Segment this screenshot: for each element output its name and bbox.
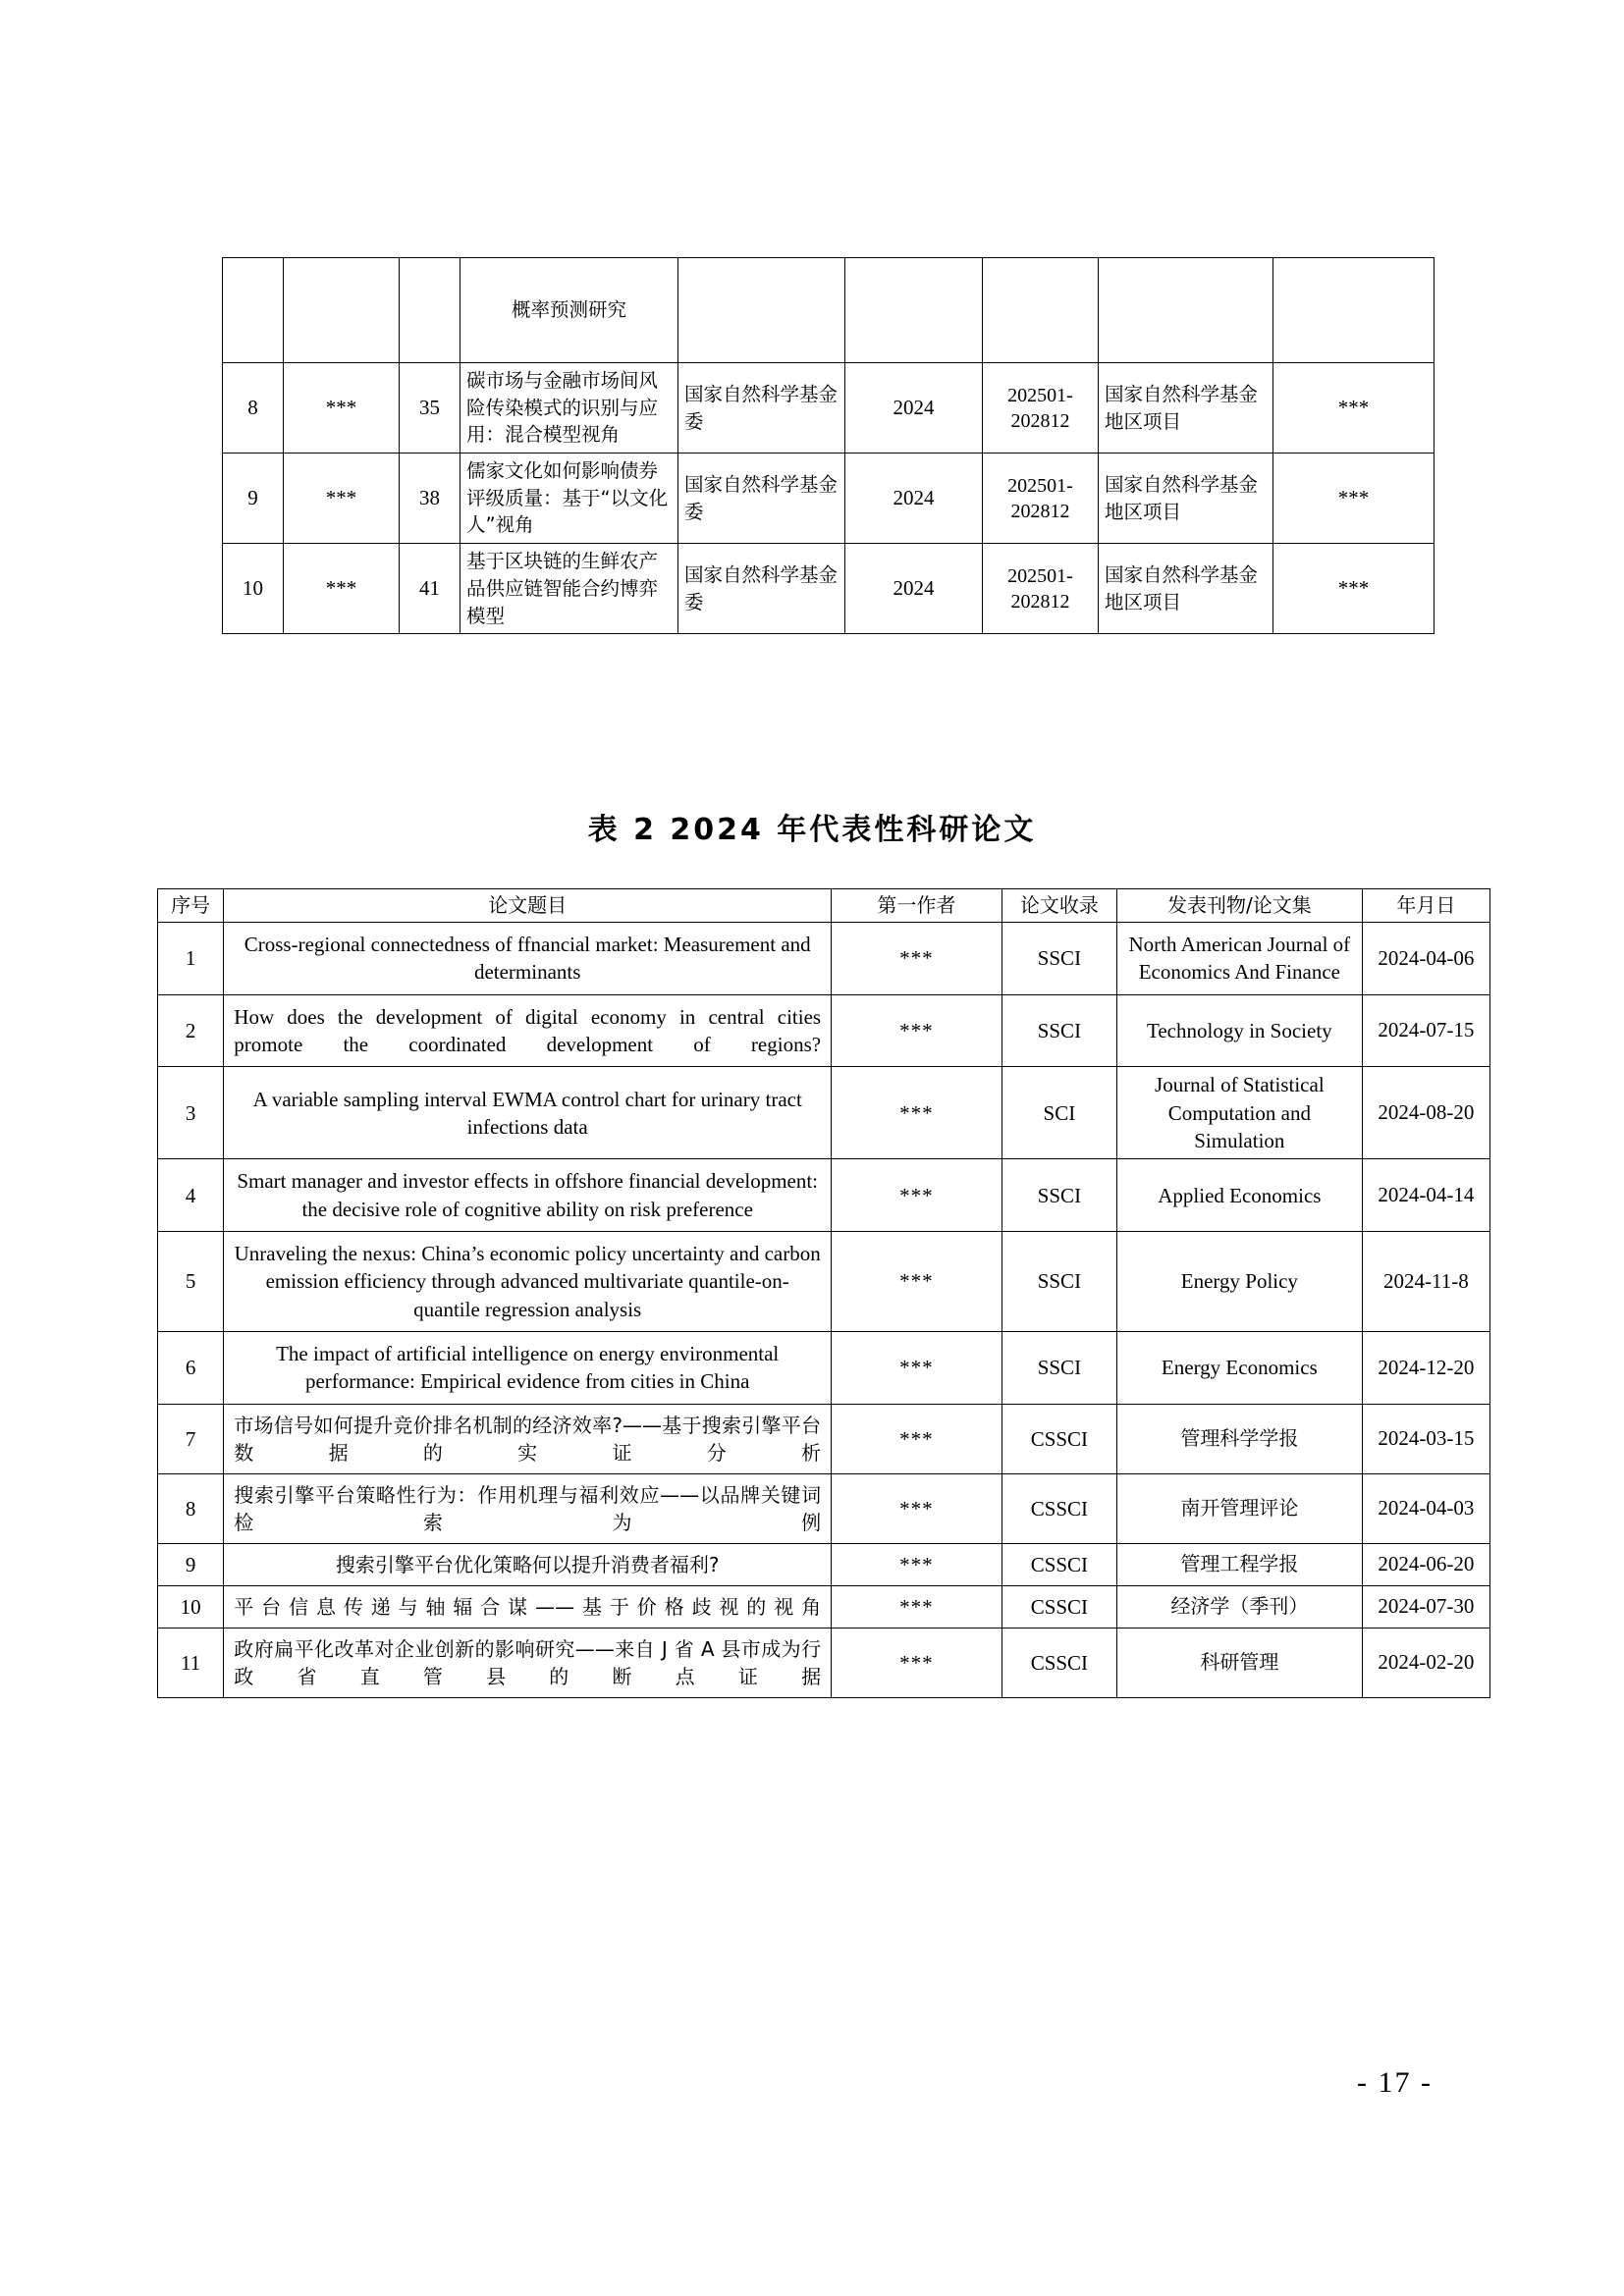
cell-date: 2024-12-20 <box>1362 1332 1489 1405</box>
cell-seq: 2 <box>158 994 224 1067</box>
cell-code <box>983 258 1099 363</box>
cell-title: 碳市场与金融市场间风险传染模式的识别与应用：混合模型视角 <box>460 363 678 454</box>
cell-rank: 38 <box>400 454 460 544</box>
header-index: 论文收录 <box>1001 889 1116 923</box>
table-row <box>158 1585 1490 1628</box>
cell-year <box>845 258 983 363</box>
cell-index: SSCI <box>1001 1159 1116 1232</box>
table-row <box>158 1332 1490 1405</box>
cell-author: *** <box>832 923 1002 995</box>
cell-journal: Energy Economics <box>1117 1332 1363 1405</box>
cell-seq: 8 <box>158 1473 224 1543</box>
cell-rank: 41 <box>400 544 460 634</box>
header-date: 年月日 <box>1362 889 1489 923</box>
cell-index: CSSCI <box>1001 1404 1116 1473</box>
cell-org: 国家自然科学基金委 <box>678 363 845 454</box>
cell-date: 2024-08-20 <box>1362 1067 1489 1159</box>
cell-paper-title: Unraveling the nexus: China’s economic policy uncertainty and carbon emission efficiency through advanced multivariate quantile-on-quantile regression analysis <box>224 1232 832 1332</box>
cell-author: *** <box>832 1232 1002 1332</box>
page-number: - 17 - <box>1357 2066 1433 2099</box>
header-author: 第一作者 <box>832 889 1002 923</box>
header-seq: 序号 <box>158 889 224 923</box>
cell-paper-title: How does the development of digital economy in central cities promote the coordinated development of regions? <box>224 994 832 1067</box>
cell-journal: Applied Economics <box>1117 1159 1363 1232</box>
cell-title: 基于区块链的生鲜农产品供应链智能合约博弈模型 <box>460 544 678 634</box>
cell-seq: 9 <box>158 1543 224 1585</box>
table-row <box>158 1232 1490 1332</box>
table-row <box>158 1473 1490 1543</box>
cell-date: 2024-04-14 <box>1362 1159 1489 1232</box>
cell-index: SSCI <box>1001 1332 1116 1405</box>
cell-amount: *** <box>1273 454 1435 544</box>
table-row <box>223 544 1435 634</box>
cell-author: *** <box>832 994 1002 1067</box>
cell-paper-title: A variable sampling interval EWMA control chart for urinary tract infections data <box>224 1067 832 1159</box>
cell-date: 2024-11-8 <box>1362 1232 1489 1332</box>
cell-author: *** <box>832 1067 1002 1159</box>
cell-title-continued: 概率预测研究 <box>460 258 678 363</box>
cell-amount: *** <box>1273 544 1435 634</box>
cell-seq <box>223 258 284 363</box>
cell-leader: *** <box>284 454 400 544</box>
cell-seq: 8 <box>223 363 284 454</box>
header-title: 论文题目 <box>224 889 832 923</box>
cell-author: *** <box>832 1585 1002 1628</box>
cell-index: CSSCI <box>1001 1628 1116 1697</box>
cell-title: 儒家文化如何影响债券评级质量：基于“以文化人”视角 <box>460 454 678 544</box>
cell-date: 2024-03-15 <box>1362 1404 1489 1473</box>
cell-paper-title: 搜索引擎平台策略性行为：作用机理与福利效应——以品牌关键词检索为例 <box>224 1473 832 1543</box>
cell-journal: 管理工程学报 <box>1117 1543 1363 1585</box>
cell-code: 202501-202812 <box>983 363 1099 454</box>
cell-date: 2024-07-15 <box>1362 994 1489 1067</box>
cell-author: *** <box>832 1404 1002 1473</box>
cell-journal: 南开管理评论 <box>1117 1473 1363 1543</box>
cell-org: 国家自然科学基金委 <box>678 454 845 544</box>
cell-date: 2024-04-03 <box>1362 1473 1489 1543</box>
cell-date: 2024-07-30 <box>1362 1585 1489 1628</box>
cell-seq: 7 <box>158 1404 224 1473</box>
cell-journal: Energy Policy <box>1117 1232 1363 1332</box>
table-row <box>158 994 1490 1067</box>
cell-org: 国家自然科学基金委 <box>678 544 845 634</box>
cell-year: 2024 <box>845 363 983 454</box>
cell-journal: North American Journal of Economics And Finance <box>1117 923 1363 995</box>
cell-date: 2024-06-20 <box>1362 1543 1489 1585</box>
cell-program <box>1099 258 1273 363</box>
cell-seq: 9 <box>223 454 284 544</box>
cell-index: SSCI <box>1001 994 1116 1067</box>
cell-leader <box>284 258 400 363</box>
cell-rank <box>400 258 460 363</box>
cell-program: 国家自然科学基金地区项目 <box>1099 544 1273 634</box>
cell-journal: 管理科学学报 <box>1117 1404 1363 1473</box>
cell-index: SSCI <box>1001 1232 1116 1332</box>
cell-index: CSSCI <box>1001 1473 1116 1543</box>
cell-year: 2024 <box>845 454 983 544</box>
cell-journal: 经济学（季刊） <box>1117 1585 1363 1628</box>
table-row <box>158 1159 1490 1232</box>
cell-paper-title: 平台信息传递与轴辐合谋——基于价格歧视的视角 <box>224 1585 832 1628</box>
cell-program: 国家自然科学基金地区项目 <box>1099 363 1273 454</box>
table-header-row <box>158 889 1490 923</box>
cell-amount: *** <box>1273 363 1435 454</box>
cell-date: 2024-04-06 <box>1362 923 1489 995</box>
cell-leader: *** <box>284 363 400 454</box>
cell-seq: 4 <box>158 1159 224 1232</box>
cell-index: CSSCI <box>1001 1543 1116 1585</box>
cell-journal: 科研管理 <box>1117 1628 1363 1697</box>
cell-org <box>678 258 845 363</box>
cell-date: 2024-02-20 <box>1362 1628 1489 1697</box>
cell-seq: 5 <box>158 1232 224 1332</box>
cell-author: *** <box>832 1159 1002 1232</box>
cell-seq: 3 <box>158 1067 224 1159</box>
cell-author: *** <box>832 1332 1002 1405</box>
table-row <box>223 454 1435 544</box>
table-projects-continued <box>222 257 1434 634</box>
cell-index: CSSCI <box>1001 1585 1116 1628</box>
table-row <box>158 923 1490 995</box>
cell-author: *** <box>832 1628 1002 1697</box>
cell-seq: 1 <box>158 923 224 995</box>
cell-paper-title: Smart manager and investor effects in offshore financial development: the decisive role of cognitive ability on risk preference <box>224 1159 832 1232</box>
cell-author: *** <box>832 1473 1002 1543</box>
header-journal: 发表刊物/论文集 <box>1117 889 1363 923</box>
table-2-caption: 表 2 2024 年代表性科研论文 <box>587 813 1037 847</box>
cell-paper-title: Cross-regional connectedness of ffnancial market: Measurement and determinants <box>224 923 832 995</box>
cell-seq: 6 <box>158 1332 224 1405</box>
table-row <box>223 363 1435 454</box>
cell-journal: Journal of Statistical Computation and Simulation <box>1117 1067 1363 1159</box>
table-row <box>158 1404 1490 1473</box>
cell-year: 2024 <box>845 544 983 634</box>
cell-code: 202501-202812 <box>983 454 1099 544</box>
table-row <box>158 1067 1490 1159</box>
table-row <box>158 1628 1490 1697</box>
cell-paper-title: The impact of artificial intelligence on energy environmental performance: Empirical evidence from cities in China <box>224 1332 832 1405</box>
cell-rank: 35 <box>400 363 460 454</box>
cell-index: SSCI <box>1001 923 1116 995</box>
table-row <box>223 258 1435 363</box>
cell-paper-title: 政府扁平化改革对企业创新的影响研究——来自 J 省 A 县市成为行政省直管县的断点证据 <box>224 1628 832 1697</box>
cell-author: *** <box>832 1543 1002 1585</box>
cell-seq: 10 <box>158 1585 224 1628</box>
cell-code: 202501-202812 <box>983 544 1099 634</box>
cell-seq: 10 <box>223 544 284 634</box>
cell-seq: 11 <box>158 1628 224 1697</box>
table-representative-papers <box>157 888 1490 1698</box>
cell-paper-title: 搜索引擎平台优化策略何以提升消费者福利? <box>224 1543 832 1585</box>
cell-program: 国家自然科学基金地区项目 <box>1099 454 1273 544</box>
cell-amount <box>1273 258 1435 363</box>
cell-journal: Technology in Society <box>1117 994 1363 1067</box>
table-row <box>158 1543 1490 1585</box>
cell-index: SCI <box>1001 1067 1116 1159</box>
cell-leader: *** <box>284 544 400 634</box>
cell-paper-title: 市场信号如何提升竞价排名机制的经济效率?——基于搜索引擎平台数据的实证分析 <box>224 1404 832 1473</box>
